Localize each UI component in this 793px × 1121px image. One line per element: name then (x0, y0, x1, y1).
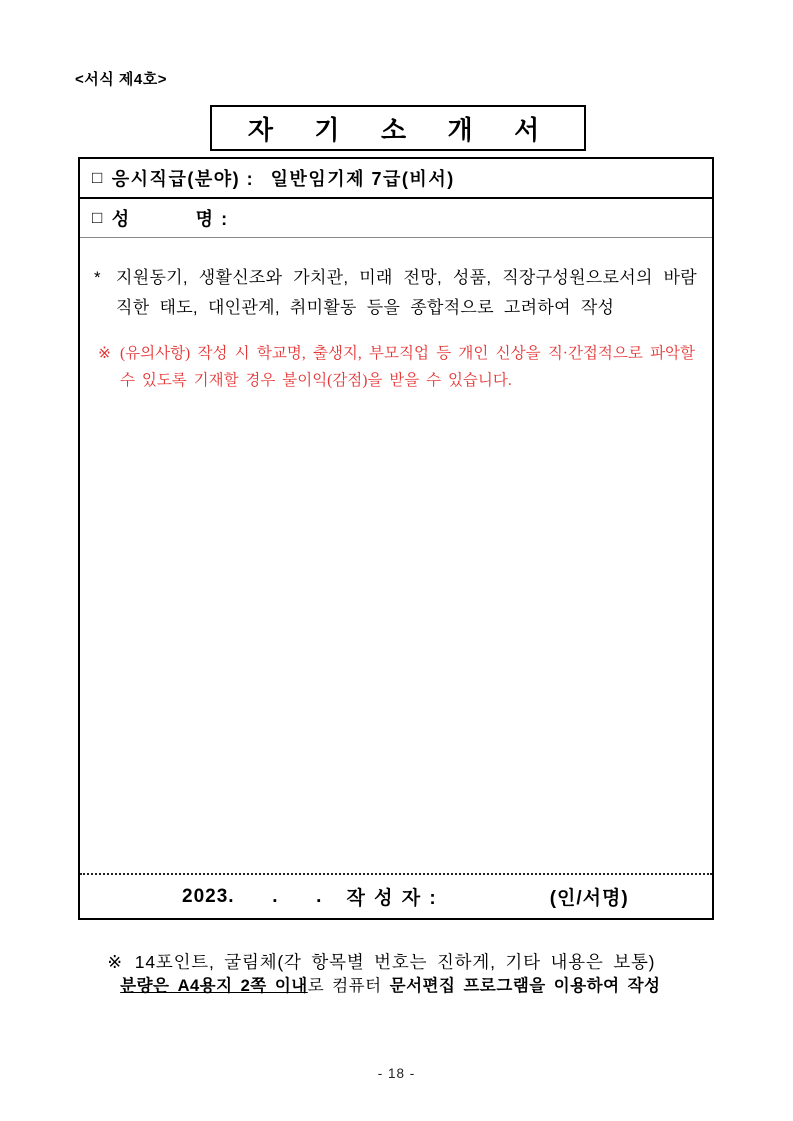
footer-note-length (104, 953, 661, 996)
application-form-table (78, 157, 714, 920)
footer-note-length-bold: 문서편집 프로그램을 이용하여 작성 (389, 977, 661, 995)
warning-paragraph (94, 340, 697, 396)
signature-date: 2023. . . (182, 885, 323, 907)
seal-signature-label: (인/서명) (549, 888, 629, 909)
field-row-position (80, 159, 712, 199)
footer-note-length-normal: 로 컴퓨터 (307, 977, 390, 995)
writer-label: 작 성 자 : (346, 888, 438, 909)
checkbox-icon: □ (92, 168, 104, 187)
reference-mark: ※ (107, 952, 123, 972)
instruction-text: 지원동기, 생활신조와 가치관, 미래 전망, 성품, 직장구성원으로서의 바람직한 태도, 대인관계, 취미활동 등을 종합적으로 고려하여 작성 (116, 268, 697, 317)
position-field-value: 일반임기제 7급(비서) (270, 169, 455, 189)
name-field-label: 성 명 : (111, 209, 236, 229)
essay-content-area (80, 238, 712, 873)
instruction-paragraph (94, 263, 697, 323)
footer-note-font-text: 14포인트, 굴림체(각 항목별 번호는 진하게, 기타 내용은 보통) (134, 952, 656, 972)
page-number: - 18 - (377, 1066, 416, 1081)
footer-note-length-emphasis: 분량은 A4용지 2쪽 이내 (120, 977, 308, 995)
signature-row (80, 873, 712, 918)
document-title-box (210, 105, 586, 151)
reference-mark: ※ (98, 344, 111, 362)
position-field-label: 응시직급(분야) : (111, 169, 261, 189)
field-row-name (80, 199, 712, 238)
asterisk-marker: * (94, 268, 101, 287)
checkbox-icon: □ (92, 208, 104, 227)
document-title: 자 기 소 개 서 (247, 114, 549, 145)
form-number-label: <서식 제4호> (75, 71, 167, 88)
warning-text: (유의사항) 작성 시 학교명, 출생지, 부모직업 등 개인 신상을 직·간접적으로 파악할 수 있도록 기재할 경우 불이익(감점)을 받을 수 있습니다. (120, 344, 695, 390)
